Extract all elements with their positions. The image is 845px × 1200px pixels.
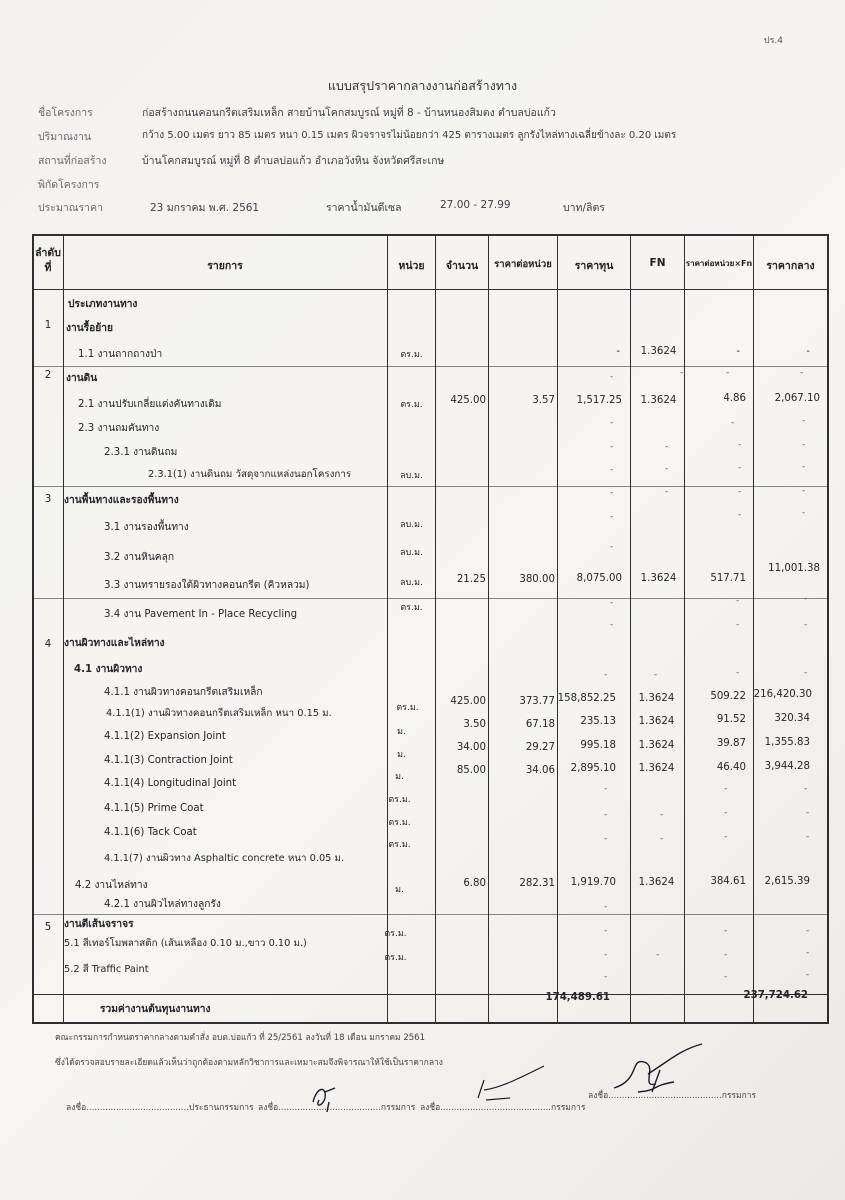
section-title: งานตีเส้นจราจร [64, 919, 134, 930]
project-name-value: ก่อสร้างถนนคอนกรีตเสริมเหล็ก สายบ้านโคกสมบูรณ์ หมู่ที่ 8 - บ้านหนองสิมตง ตำบลบ่อแก้ว [142, 107, 556, 119]
section-title: งานรื้อย้าย [66, 323, 113, 334]
fuel-unit: บาท/ลิตร [563, 202, 605, 214]
dash: - [610, 418, 614, 428]
cost-value: 158,852.25 [557, 693, 616, 704]
fn-value: 1.3624 [640, 395, 677, 406]
estimate-date-row [38, 199, 260, 216]
dash: - [665, 442, 669, 452]
dash: - [800, 368, 804, 378]
item-label: 2.3.1 งานดินถม [104, 447, 178, 458]
fn-value: 1.3624 [638, 877, 675, 888]
header-price-fn: ราคาต่อหน่วย×Fn [685, 259, 753, 268]
header-unit-price: ราคาต่อหน่วย [494, 259, 552, 270]
work-volume-value: กว้าง 5.00 เมตร ยาว 85 เมตร หนา 0.15 เมตร ผิวจราจรไม่น้อยกว่า 425 ตารางเมตร ลูกรังไหล่ทางเฉลี่ยข้างละ 0.20 เมตร [142, 130, 677, 141]
section-title: งานพื้นทางและรองพื้นทาง [64, 495, 179, 506]
unit-price-value: 3.57 [532, 395, 555, 406]
approval-text: ซึ่งได้ตรวจสอบรายละเอียดแล้วเห็นว่าถูกต้องตามหลักวิชาการและเหมาะสมจึงพิจารณาให้ใช้เป็นราคากลาง [55, 1058, 443, 1068]
qty-value: 6.80 [463, 878, 486, 889]
item-unit: ตร.ม. [388, 840, 411, 850]
dash: - [738, 463, 742, 473]
median-value: 11,001.38 [768, 563, 820, 574]
dash: - [604, 834, 608, 844]
dash: - [724, 950, 728, 960]
dash: - [665, 464, 669, 474]
item-unit: ตร.ม. [400, 603, 423, 613]
dash: - [610, 542, 614, 552]
item-label: 3.1 งานรองพื้นทาง [104, 522, 189, 533]
cost-value: - [616, 346, 620, 357]
median-value: 2,615.39 [764, 876, 810, 887]
estimate-date-value: 23 มกราคม พ.ศ. 2561 [150, 202, 260, 214]
fn-value: 1.3624 [638, 693, 675, 704]
dash: - [610, 620, 614, 630]
item-label: 4.1.1 งานผิวทางคอนกรีตเสริมเหล็ก [104, 687, 263, 698]
qty-value: 34.00 [456, 742, 486, 753]
fn-value: 1.3624 [638, 716, 675, 727]
dash: - [680, 368, 684, 378]
sign-label: ลงชื่อ [258, 1103, 279, 1113]
work-volume-row [38, 128, 677, 145]
document-title: แบบสรุปราคากลางงานก่อสร้างทาง [327, 78, 518, 93]
signature-line-member1: ลงชื่อ......................................กรรมการ [258, 1103, 416, 1113]
unit-price-value: 29.27 [525, 742, 555, 753]
item-label: 2.3.1(1) งานดินถม วัสดุจากแหล่งนอกโครงการ [148, 469, 352, 480]
dash: - [724, 784, 728, 794]
median-value: 320.34 [774, 713, 810, 724]
median-value: 1,355.83 [764, 737, 810, 748]
item-label: 4.1.1(2) Expansion Joint [104, 731, 226, 742]
fn-value: 1.3624 [638, 763, 675, 774]
dash: - [604, 972, 608, 982]
signature-mark-2 [470, 1062, 550, 1110]
signature-line-member3: ลงชื่อ..........................................กรรมการ [588, 1091, 757, 1101]
item-unit: ลบ.ม. [400, 548, 423, 558]
project-name-label: ชื่อโครงการ [38, 107, 93, 119]
item-unit: ตร.ม. [400, 350, 423, 360]
member-role: กรรมการ [551, 1103, 586, 1113]
unit-price-value: 67.18 [525, 719, 555, 730]
row-number: 3 [44, 494, 52, 505]
dash: - [806, 808, 810, 818]
location-value: บ้านโคกสมบูรณ์ หมู่ที่ 8 ตำบลบ่อแก้ว อำเภอวังหิน จังหวัดศรีสะเกษ [142, 155, 445, 167]
dash: - [610, 488, 614, 498]
item-unit: ลบ.ม. [400, 578, 423, 588]
dash: - [738, 440, 742, 450]
qty-value: 425.00 [450, 696, 486, 707]
row-number: 2 [44, 370, 52, 381]
sign-label: ลงชื่อ [588, 1091, 609, 1101]
category-title: ประเภทงานทาง [68, 299, 138, 310]
item-label: 4.2.1 งานผิวไหล่ทางลูกรัง [104, 899, 221, 910]
dash: - [724, 832, 728, 842]
dash: - [736, 668, 740, 678]
item-label: 4.1.1(7) งานผิวทาง Asphaltic concrete หนา 0.05 ม. [104, 853, 345, 864]
signature-mark-1 [305, 1082, 345, 1114]
total-label: รวมค่างานต้นทุนงานทาง [100, 1004, 211, 1015]
fuel-range: 27.00 - 27.99 [440, 199, 511, 211]
header-qty: จำนวน [445, 260, 479, 272]
dash: - [654, 670, 658, 680]
median-value: - [806, 346, 810, 357]
item-unit: ตร.ม. [388, 818, 411, 828]
member-role: กรรมการ [380, 1103, 416, 1113]
item-unit: ม. [397, 750, 406, 760]
location-label: สถานที่ก่อสร้าง [38, 155, 107, 167]
header-cost: ราคาทุน [574, 260, 614, 272]
page-number: ปร.4 [763, 36, 783, 46]
header-unit: หน่วย [398, 260, 425, 272]
dash: - [660, 834, 664, 844]
dash: - [604, 902, 608, 912]
unit-price-value: 34.06 [525, 765, 555, 776]
dash: - [610, 512, 614, 522]
dash: - [726, 368, 730, 378]
item-label: 4.1.1(4) Longitudinal Joint [104, 778, 237, 789]
median-value: 2,067.10 [774, 393, 820, 404]
dash: - [806, 970, 810, 980]
dash: - [804, 594, 808, 604]
row-number: 5 [44, 922, 52, 933]
dash: - [738, 510, 742, 520]
sign-label: ลงชื่อ [420, 1103, 441, 1113]
unit-price-value: 380.00 [519, 574, 555, 585]
dash: - [802, 508, 806, 518]
item-unit: ตร.ม. [388, 795, 411, 805]
fn-value: 1.3624 [638, 740, 675, 751]
dash: - [731, 418, 735, 428]
cost-value: 8,075.00 [576, 573, 622, 584]
work-volume-label: ปริมาณงาน [38, 131, 92, 143]
dash: - [804, 784, 808, 794]
dash: - [604, 784, 608, 794]
row-number: 1 [44, 320, 52, 331]
fn-value: 1.3624 [640, 573, 677, 584]
item-unit: ม. [395, 885, 404, 895]
dash: - [802, 440, 806, 450]
header-item: รายการ [207, 260, 243, 272]
item-label: 4.2 งานไหล่ทาง [75, 880, 148, 891]
pfn-value: - [736, 346, 740, 357]
dash: - [806, 832, 810, 842]
section-title: งานผิวทางและไหล่ทาง [64, 638, 165, 649]
item-label: 4.1.1(5) Prime Coat [104, 803, 204, 814]
coordinates-row [38, 176, 138, 193]
item-label: 4.1.1(3) Contraction Joint [104, 755, 233, 766]
dash: - [610, 372, 614, 382]
item-label: 3.4 งาน Pavement In - Place Recycling [104, 609, 298, 620]
dash: - [804, 668, 808, 678]
committee-order-text: คณะกรรมการกำหนดราคากลางตามคำสั่ง อบต.บ่อแก้ว ที่ 25/2561 ลงวันที่ 18 เดือน มกราคม 2561 [55, 1033, 425, 1043]
dash: - [604, 810, 608, 820]
pfn-value: 4.86 [723, 393, 746, 404]
item-unit: ตร.ม. [400, 400, 423, 410]
dash: - [802, 416, 806, 426]
sign-label: ลงชื่อ [66, 1103, 87, 1113]
pfn-value: 46.40 [716, 762, 746, 773]
item-unit: ลบ.ม. [400, 471, 423, 481]
qty-value: 425.00 [450, 395, 486, 406]
header-median-price: ราคากลาง [766, 260, 815, 272]
pfn-value: 384.61 [710, 876, 746, 887]
dash: - [806, 926, 810, 936]
dash: - [738, 487, 742, 497]
dash: - [802, 486, 806, 496]
dash: - [610, 598, 614, 608]
cost-value: 1,517.25 [576, 395, 622, 406]
chair-role: ประธานกรรมการ [188, 1103, 254, 1113]
item-unit: ม. [395, 772, 404, 782]
estimate-date-label: ประมาณราคา [38, 202, 103, 214]
dash: - [724, 808, 728, 818]
header-fn: FN [649, 257, 666, 269]
dash: - [724, 972, 728, 982]
item-unit: ลบ.ม. [400, 520, 423, 530]
item-label: 4.1.1(1) งานผิวทางคอนกรีตเสริมเหล็ก หนา 0.15 ม. [106, 708, 332, 719]
median-value: 216,420.30 [753, 689, 812, 700]
cost-value: 2,895.10 [570, 763, 616, 774]
header-no: ลำดับที่ [35, 247, 61, 274]
qty-value: 21.25 [456, 574, 486, 585]
location-row [38, 152, 445, 169]
dash: - [604, 950, 608, 960]
item-unit: ตร.ม. [396, 703, 419, 713]
signature-mark-3 [600, 1040, 710, 1100]
signature-line-chair: ลงชื่อ......................................ประธานกรรมการ [66, 1103, 254, 1113]
dash: - [610, 442, 614, 452]
dash: - [610, 465, 614, 475]
item-label: 2.3 งานถมคันทาง [78, 423, 160, 434]
pfn-value: 509.22 [710, 691, 746, 702]
total-median: 237,724.62 [743, 990, 808, 1001]
cost-value: 1,919.70 [570, 877, 616, 888]
cost-value: 235.13 [580, 716, 616, 727]
dash: - [804, 620, 808, 630]
section-title: 4.1 งานผิวทาง [74, 664, 143, 675]
member-role: กรรมการ [721, 1091, 757, 1101]
median-value: 3,944.28 [764, 761, 810, 772]
cost-value: 995.18 [580, 740, 616, 751]
qty-value: 85.00 [456, 765, 486, 776]
unit-price-value: 282.31 [519, 878, 555, 889]
dash: - [806, 948, 810, 958]
pfn-value: 91.52 [716, 714, 746, 725]
row-number: 4 [44, 639, 52, 650]
dash: - [736, 596, 740, 606]
item-unit: ตร.ม. [384, 929, 407, 939]
dash: - [604, 670, 608, 680]
coordinates-label: พิกัดโครงการ [38, 179, 100, 191]
pfn-value: 39.87 [716, 738, 746, 749]
pfn-value: 517.71 [710, 573, 746, 584]
dash: - [724, 926, 728, 936]
dash: - [656, 950, 660, 960]
dash: - [665, 487, 669, 497]
item-unit: ม. [397, 727, 406, 737]
item-label: 3.3 งานทรายรองใต้ผิวทางคอนกรีต (คิวหลวม) [104, 580, 310, 591]
dash: - [802, 462, 806, 472]
dash: - [660, 810, 664, 820]
section-title: งานดิน [66, 373, 98, 384]
dash: - [604, 926, 608, 936]
fn-value: 1.3624 [640, 346, 677, 357]
total-cost: 174,489.61 [545, 992, 610, 1003]
unit-price-value: 373.77 [519, 696, 555, 707]
item-label: 3.2 งานหินคลุก [104, 552, 175, 563]
item-label: 5.2 สี Traffic Paint [64, 964, 149, 975]
dash: - [736, 620, 740, 630]
item-unit: ตร.ม. [384, 953, 407, 963]
item-label: 5.1 สีเทอร์โมพลาสติก (เส้นเหลือง 0.10 ม.,ขาว 0.10 ม.) [64, 938, 307, 949]
qty-value: 3.50 [463, 719, 486, 730]
item-label: 4.1.1(6) Tack Coat [104, 827, 197, 838]
item-label: 2.1 งานปรับเกลี่ยแต่งคันทางเดิม [78, 399, 222, 410]
item-label: 1.1 งานถากถางป่า [78, 349, 163, 360]
fuel-label: ราคาน้ำมันดีเซล [326, 202, 402, 214]
project-name-row [38, 104, 556, 121]
signature-line-member2: ลงชื่อ.........................................กรรมการ [420, 1103, 586, 1113]
